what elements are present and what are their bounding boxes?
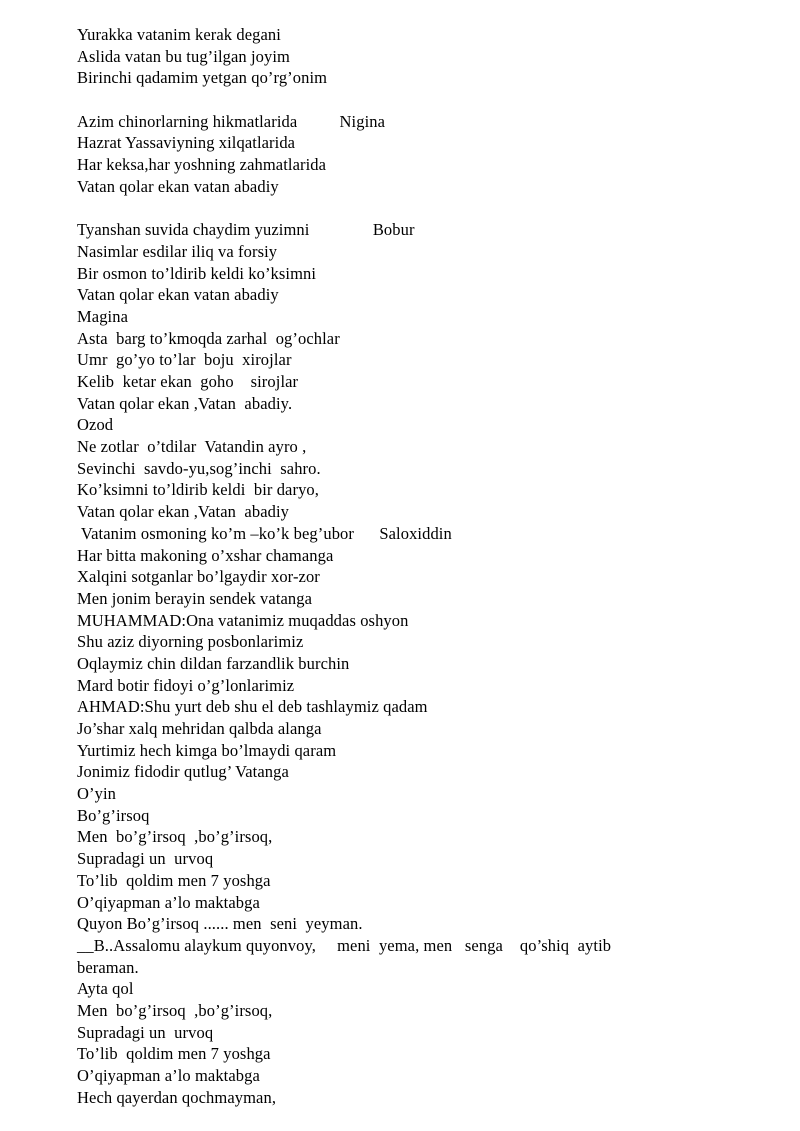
blank-line [77,198,717,220]
text-line: Asta barg to’kmoqda zarhal og’ochlar [77,328,340,348]
text-line: Umr go’yo to’lar boju xirojlar [77,350,292,370]
text-line: Ko’ksimni to’ldirib keldi bir daryo, [77,480,319,500]
text-line: Jo’shar xalq mehridan qalbda alanga [77,719,322,738]
text-line: AHMAD:Shu yurt deb shu el deb tashlaymiz qadam [77,697,428,717]
text-line: Vatan qolar ekan vatan abadiy [77,285,279,305]
text-line: O’qiyapman a’lo maktabga [77,1066,260,1085]
text-line: Men bo’g’irsoq ,bo’g’irsoq, [77,827,273,847]
text-line: Jonimiz fidodir qutlug’ Vatanga [77,762,289,782]
text-line: Shu aziz diyorning posbonlarimiz [77,632,304,652]
text-line: Quyon Bo’g’irsoq ...... men seni yeyman. [77,914,363,934]
text-line: To’lib qoldim men 7 yoshga [77,1044,271,1064]
text-line: Men jonim berayin sendek vatanga [77,588,313,608]
text-line: __B..Assalomu alaykum quyonvoy, meni yema, men senga qo’shiq aytib [77,935,612,955]
text-line: Yurakka vatanim kerak degani [77,25,281,44]
text-line: Yurtimiz hech kimga bo’lmaydi qaram [77,740,337,760]
text-line: Mard botir fidoyi o’g’lonlarimiz [77,675,295,695]
text-line: Oqlaymiz chin dildan farzandlik burchin [77,653,350,673]
text-line: MUHAMMAD:Ona vatanimiz muqaddas oshyon [77,610,409,630]
text-line: Vatanim osmoning ko’m –ko’k beg’ubor Saloxiddin [77,523,452,543]
text-line: Birinchi qadamim yetgan qo’rg’onim [77,68,328,88]
text-line: Har keksa,har yoshning zahmatlarida [77,155,327,175]
text-line: Supradagi un urvoq [77,849,214,869]
text-line: Ayta qol [77,979,134,999]
blank-line [77,89,717,111]
text-line: Kelib ketar ekan goho sirojlar [77,372,299,391]
text-line: Vatan qolar ekan vatan abadiy [77,176,279,196]
text-line: Ne zotlar o’tdilar Vatandin ayro , [77,437,307,457]
text-line: Magina [77,306,129,326]
text-line: Tyanshan suvida chaydim yuzimni Bobur [77,220,415,240]
text-line: Sevinchi savdo-yu,sog’inchi sahro. [77,458,321,478]
text-line: Supradagi un urvoq [77,1022,214,1042]
text-line: Bir osmon to’ldirib keldi ko’ksimni [77,263,317,283]
text-line: Men bo’g’irsoq ,bo’g’irsoq, [77,1000,273,1020]
text-line: Vatan qolar ekan ,Vatan abadiy [77,502,290,522]
poem-text [77,24,717,1108]
text-line: Ozod [77,415,114,435]
text-line: Xalqini sotganlar bo’lgaydir xor-zor [77,567,320,587]
text-line: Aslida vatan bu tug’ilgan joyim [77,46,290,66]
text-line: Hech qayerdan qochmayman, [77,1087,277,1107]
text-line: To’lib qoldim men 7 yoshga [77,870,271,890]
text-line: Bo’g’irsoq [77,805,150,825]
text-line: O’qiyapman a’lo maktabga [77,892,260,912]
text-line: Nasimlar esdilar iliq va forsiy [77,241,278,261]
text-line: beraman. [77,957,139,977]
text-line: Vatan qolar ekan ,Vatan abadiy. [77,393,293,413]
text-line: O’yin [77,784,116,804]
text-line: Hazrat Yassaviyning xilqatlarida [77,133,296,153]
text-line: Azim chinorlarning hikmatlarida Nigina [77,111,386,131]
text-line: Har bitta makoning o’xshar chamanga [77,545,334,565]
